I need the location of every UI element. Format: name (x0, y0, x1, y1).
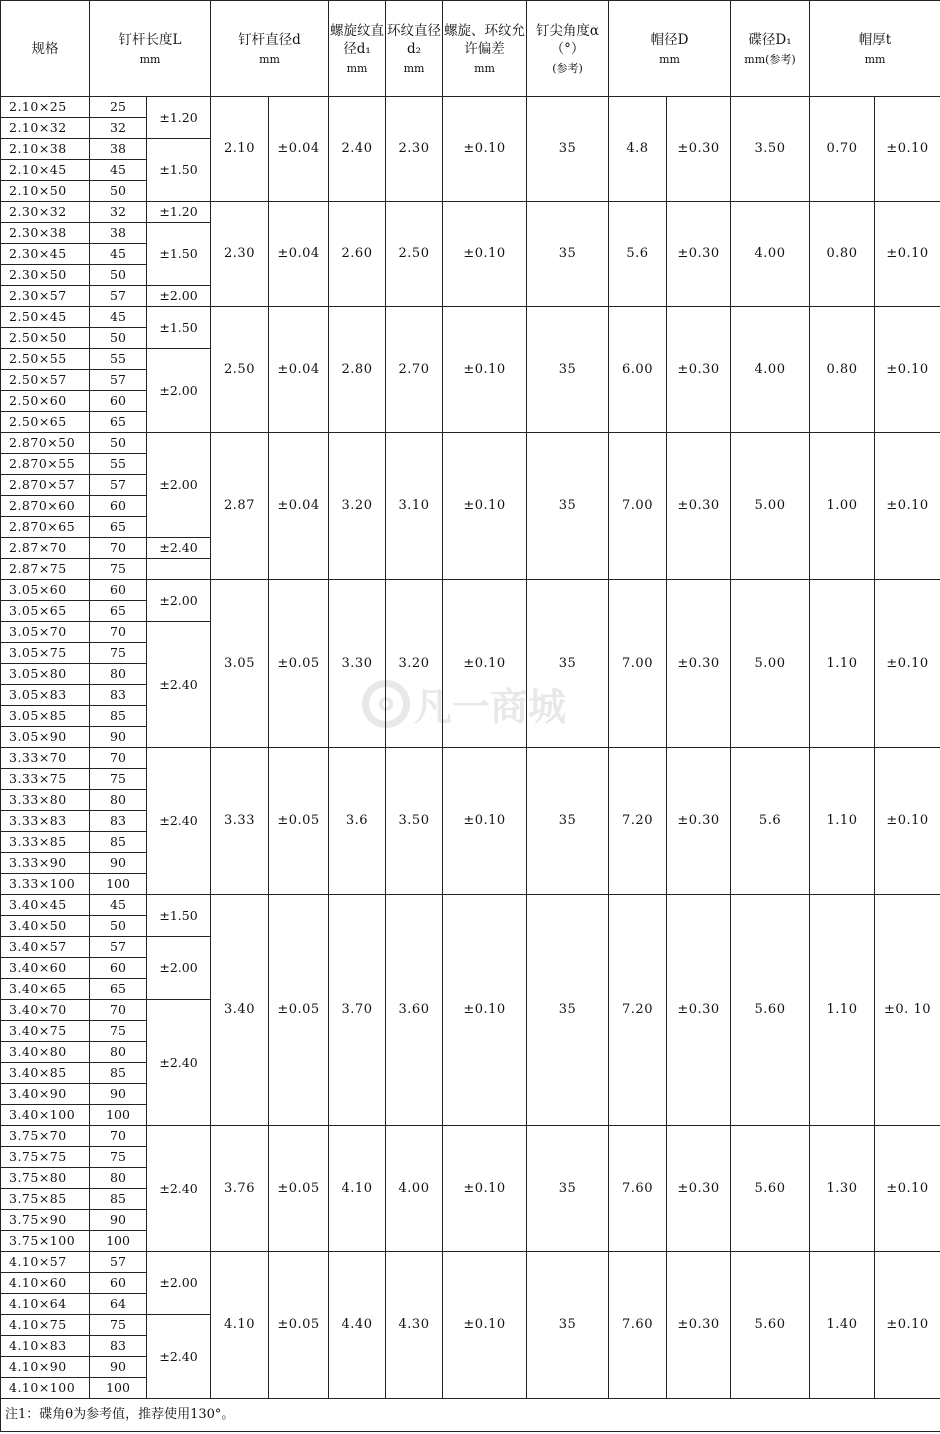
length-cell: 80 (90, 664, 147, 685)
length-cell: 100 (90, 1378, 147, 1399)
length-tolerance-cell (147, 559, 211, 580)
thickness-tolerance-cell: ±0.10 (875, 97, 940, 202)
point-angle-cell: 35 (527, 1126, 609, 1252)
length-cell: 45 (90, 160, 147, 181)
length-tolerance-cell: ±2.40 (147, 1126, 211, 1252)
spec-cell: 3.33×100 (1, 874, 90, 895)
spec-cell: 3.05×90 (1, 727, 90, 748)
head-diameter-cell: 4.8 (609, 97, 667, 202)
length-tolerance-cell: ±2.40 (147, 1000, 211, 1126)
spec-cell: 3.75×70 (1, 1126, 90, 1147)
thread-tolerance-cell: ±0.10 (443, 1252, 527, 1399)
spec-cell: 2.10×38 (1, 139, 90, 160)
spec-cell: 3.05×85 (1, 706, 90, 727)
spec-cell: 2.10×45 (1, 160, 90, 181)
length-cell: 57 (90, 1252, 147, 1273)
spec-cell: 3.40×85 (1, 1063, 90, 1084)
spec-cell: 2.870×55 (1, 454, 90, 475)
length-cell: 50 (90, 916, 147, 937)
thread-tolerance-cell: ±0.10 (443, 895, 527, 1126)
spec-cell: 2.10×32 (1, 118, 90, 139)
thickness-tolerance-cell: ±0.10 (875, 1126, 940, 1252)
head-tolerance-cell: ±0.30 (667, 895, 731, 1126)
spec-cell: 4.10×60 (1, 1273, 90, 1294)
length-cell: 65 (90, 517, 147, 538)
length-cell: 60 (90, 958, 147, 979)
thread-tolerance-cell: ±0.10 (443, 433, 527, 580)
spec-cell: 3.05×75 (1, 643, 90, 664)
head-diameter-cell: 7.00 (609, 433, 667, 580)
ring-diameter-cell: 3.60 (386, 895, 443, 1126)
spec-cell: 3.75×75 (1, 1147, 90, 1168)
spec-cell: 3.75×90 (1, 1210, 90, 1231)
thickness-tolerance-cell: ±0.10 (875, 307, 940, 433)
head-thickness-cell: 0.80 (810, 202, 875, 307)
spec-cell: 2.50×45 (1, 307, 90, 328)
length-cell: 60 (90, 391, 147, 412)
spec-cell: 3.40×100 (1, 1105, 90, 1126)
thread-tolerance-cell: ±0.10 (443, 202, 527, 307)
head-diameter-cell: 7.00 (609, 580, 667, 748)
header-length: 钉杆长度L mm (90, 1, 211, 97)
head-diameter-cell: 7.60 (609, 1252, 667, 1399)
length-cell: 75 (90, 769, 147, 790)
spec-cell: 2.10×50 (1, 181, 90, 202)
length-cell: 60 (90, 496, 147, 517)
spec-cell: 3.40×90 (1, 1084, 90, 1105)
spec-cell: 2.870×65 (1, 517, 90, 538)
thread-tolerance-cell: ±0.10 (443, 97, 527, 202)
spec-cell: 2.30×32 (1, 202, 90, 223)
length-tolerance-cell: ±2.40 (147, 622, 211, 748)
length-cell: 38 (90, 223, 147, 244)
length-cell: 85 (90, 1063, 147, 1084)
spec-cell: 2.30×57 (1, 286, 90, 307)
spec-cell: 3.05×83 (1, 685, 90, 706)
length-cell: 70 (90, 622, 147, 643)
thread-diameter-cell: 4.40 (329, 1252, 386, 1399)
thread-diameter-cell: 3.20 (329, 433, 386, 580)
spec-cell: 3.05×70 (1, 622, 90, 643)
header-thread-tolerance: 螺旋、环纹允许偏差 mm (443, 1, 527, 97)
length-cell: 32 (90, 118, 147, 139)
footnote: 注1：碟角θ为参考值，推荐使用130°。 (1, 1399, 940, 1432)
length-cell: 70 (90, 1126, 147, 1147)
spec-cell: 2.870×57 (1, 475, 90, 496)
spec-cell: 4.10×83 (1, 1336, 90, 1357)
shank-diameter-cell: 4.10 (211, 1252, 269, 1399)
watermark: 凡一商城 (362, 676, 566, 731)
length-cell: 100 (90, 1231, 147, 1252)
length-tolerance-cell: ±1.50 (147, 223, 211, 286)
head-tolerance-cell: ±0.30 (667, 433, 731, 580)
spec-cell: 2.870×50 (1, 433, 90, 454)
spec-cell: 2.87×70 (1, 538, 90, 559)
spec-cell: 2.87×75 (1, 559, 90, 580)
head-thickness-cell: 1.40 (810, 1252, 875, 1399)
ring-diameter-cell: 3.10 (386, 433, 443, 580)
ring-diameter-cell: 3.50 (386, 748, 443, 895)
spec-cell: 3.05×60 (1, 580, 90, 601)
dish-diameter-cell: 5.00 (731, 433, 810, 580)
length-tolerance-cell: ±1.50 (147, 307, 211, 349)
shank-diameter-cell: 3.76 (211, 1126, 269, 1252)
length-cell: 45 (90, 244, 147, 265)
spec-cell: 3.05×80 (1, 664, 90, 685)
length-cell: 32 (90, 202, 147, 223)
length-cell: 45 (90, 895, 147, 916)
length-cell: 90 (90, 1084, 147, 1105)
head-diameter-cell: 5.6 (609, 202, 667, 307)
spec-cell: 2.50×50 (1, 328, 90, 349)
length-cell: 75 (90, 643, 147, 664)
point-angle-cell: 35 (527, 307, 609, 433)
shank-tolerance-cell: ±0.05 (269, 1126, 329, 1252)
length-cell: 25 (90, 97, 147, 118)
length-tolerance-cell: ±2.00 (147, 349, 211, 433)
length-cell: 70 (90, 538, 147, 559)
table-row (1, 748, 940, 769)
point-angle-cell: 35 (527, 895, 609, 1126)
spec-cell: 4.10×75 (1, 1315, 90, 1336)
length-cell: 55 (90, 349, 147, 370)
length-tolerance-cell: ±1.50 (147, 139, 211, 202)
length-tolerance-cell: ±2.00 (147, 286, 211, 307)
length-cell: 50 (90, 433, 147, 454)
point-angle-cell: 35 (527, 748, 609, 895)
shank-diameter-cell: 3.40 (211, 895, 269, 1126)
length-cell: 83 (90, 1336, 147, 1357)
spec-cell: 2.30×50 (1, 265, 90, 286)
point-angle-cell: 35 (527, 433, 609, 580)
header-point-angle: 钉尖角度α（°） (参考) (527, 1, 609, 97)
shank-tolerance-cell: ±0.04 (269, 307, 329, 433)
shank-diameter-cell: 2.50 (211, 307, 269, 433)
table-row (1, 580, 940, 601)
header-dish-diameter: 碟径D₁ mm(参考) (731, 1, 810, 97)
thread-tolerance-cell: ±0.10 (443, 307, 527, 433)
header-ring-diameter: 环纹直径d₂ mm (386, 1, 443, 97)
spec-cell: 4.10×90 (1, 1357, 90, 1378)
head-diameter-cell: 7.20 (609, 748, 667, 895)
shank-diameter-cell: 2.10 (211, 97, 269, 202)
dish-diameter-cell: 4.00 (731, 307, 810, 433)
point-angle-cell: 35 (527, 1252, 609, 1399)
ring-diameter-cell: 2.50 (386, 202, 443, 307)
header-head-thickness: 帽厚t mm (810, 1, 940, 97)
length-cell: 65 (90, 601, 147, 622)
head-tolerance-cell: ±0.30 (667, 748, 731, 895)
ring-diameter-cell: 2.30 (386, 97, 443, 202)
thread-tolerance-cell: ±0.10 (443, 1126, 527, 1252)
head-thickness-cell: 1.10 (810, 895, 875, 1126)
spec-cell: 3.40×70 (1, 1000, 90, 1021)
head-diameter-cell: 7.60 (609, 1126, 667, 1252)
spec-cell: 3.40×60 (1, 958, 90, 979)
ring-diameter-cell: 4.30 (386, 1252, 443, 1399)
head-thickness-cell: 0.70 (810, 97, 875, 202)
length-cell: 70 (90, 748, 147, 769)
length-tolerance-cell: ±2.40 (147, 748, 211, 895)
head-tolerance-cell: ±0.30 (667, 202, 731, 307)
shank-tolerance-cell: ±0.05 (269, 580, 329, 748)
thread-diameter-cell: 2.40 (329, 97, 386, 202)
length-cell: 85 (90, 706, 147, 727)
ring-diameter-cell: 3.20 (386, 580, 443, 748)
length-tolerance-cell: ±2.40 (147, 1315, 211, 1399)
thickness-tolerance-cell: ±0.10 (875, 1252, 940, 1399)
shank-diameter-cell: 2.87 (211, 433, 269, 580)
thread-diameter-cell: 2.60 (329, 202, 386, 307)
length-cell: 45 (90, 307, 147, 328)
head-thickness-cell: 1.00 (810, 433, 875, 580)
spec-cell: 3.40×45 (1, 895, 90, 916)
spec-cell: 2.30×45 (1, 244, 90, 265)
length-cell: 85 (90, 1189, 147, 1210)
table-row (1, 895, 940, 916)
header-spec: 规格 (1, 1, 90, 97)
thickness-tolerance-cell: ±0.10 (875, 433, 940, 580)
thread-diameter-cell: 4.10 (329, 1126, 386, 1252)
length-tolerance-cell: ±2.00 (147, 937, 211, 1000)
dish-diameter-cell: 5.60 (731, 1252, 810, 1399)
length-cell: 90 (90, 1210, 147, 1231)
spec-cell: 2.50×65 (1, 412, 90, 433)
shank-diameter-cell: 3.05 (211, 580, 269, 748)
length-cell: 50 (90, 181, 147, 202)
length-cell: 90 (90, 727, 147, 748)
spec-cell: 3.33×75 (1, 769, 90, 790)
table-row (1, 97, 940, 118)
length-cell: 100 (90, 1105, 147, 1126)
thread-diameter-cell: 3.6 (329, 748, 386, 895)
length-cell: 83 (90, 685, 147, 706)
length-cell: 90 (90, 853, 147, 874)
thickness-tolerance-cell: ±0.10 (875, 580, 940, 748)
thread-diameter-cell: 2.80 (329, 307, 386, 433)
length-cell: 75 (90, 1315, 147, 1336)
length-cell: 57 (90, 286, 147, 307)
length-cell: 57 (90, 370, 147, 391)
length-cell: 64 (90, 1294, 147, 1315)
length-cell: 38 (90, 139, 147, 160)
length-tolerance-cell: ±2.40 (147, 538, 211, 559)
spec-cell: 3.33×85 (1, 832, 90, 853)
length-cell: 50 (90, 328, 147, 349)
spec-cell: 2.30×38 (1, 223, 90, 244)
header-thread-diameter: 螺旋纹直径d₁ mm (329, 1, 386, 97)
shank-diameter-cell: 3.33 (211, 748, 269, 895)
shank-tolerance-cell: ±0.04 (269, 202, 329, 307)
length-cell: 57 (90, 475, 147, 496)
head-thickness-cell: 1.10 (810, 748, 875, 895)
length-cell: 55 (90, 454, 147, 475)
thread-tolerance-cell: ±0.10 (443, 580, 527, 748)
spec-cell: 4.10×64 (1, 1294, 90, 1315)
thread-diameter-cell: 3.70 (329, 895, 386, 1126)
length-tolerance-cell: ±1.20 (147, 97, 211, 139)
point-angle-cell: 35 (527, 580, 609, 748)
spec-cell: 3.40×50 (1, 916, 90, 937)
point-angle-cell: 35 (527, 202, 609, 307)
length-tolerance-cell: ±2.00 (147, 1252, 211, 1315)
dish-diameter-cell: 5.60 (731, 895, 810, 1126)
length-cell: 60 (90, 580, 147, 601)
spec-cell: 3.40×80 (1, 1042, 90, 1063)
ring-diameter-cell: 2.70 (386, 307, 443, 433)
head-tolerance-cell: ±0.30 (667, 1252, 731, 1399)
length-cell: 83 (90, 811, 147, 832)
spec-cell: 3.40×57 (1, 937, 90, 958)
length-cell: 90 (90, 1357, 147, 1378)
length-tolerance-cell: ±1.20 (147, 202, 211, 223)
length-cell: 80 (90, 790, 147, 811)
point-angle-cell: 35 (527, 97, 609, 202)
spec-cell: 3.40×75 (1, 1021, 90, 1042)
length-cell: 80 (90, 1168, 147, 1189)
length-cell: 80 (90, 1042, 147, 1063)
spec-cell: 2.50×60 (1, 391, 90, 412)
table-row (1, 1252, 940, 1273)
spec-cell: 2.50×57 (1, 370, 90, 391)
thickness-tolerance-cell: ±0. 10 (875, 895, 940, 1126)
head-tolerance-cell: ±0.30 (667, 97, 731, 202)
length-cell: 65 (90, 412, 147, 433)
thread-tolerance-cell: ±0.10 (443, 748, 527, 895)
dish-diameter-cell: 4.00 (731, 202, 810, 307)
length-cell: 50 (90, 265, 147, 286)
length-cell: 70 (90, 1000, 147, 1021)
shank-tolerance-cell: ±0.05 (269, 748, 329, 895)
shank-tolerance-cell: ±0.05 (269, 895, 329, 1126)
spec-cell: 2.50×55 (1, 349, 90, 370)
spec-cell: 3.33×83 (1, 811, 90, 832)
length-cell: 75 (90, 1147, 147, 1168)
head-thickness-cell: 1.10 (810, 580, 875, 748)
shank-tolerance-cell: ±0.04 (269, 433, 329, 580)
dish-diameter-cell: 3.50 (731, 97, 810, 202)
table-row (1, 307, 940, 328)
head-thickness-cell: 0.80 (810, 307, 875, 433)
ring-diameter-cell: 4.00 (386, 1126, 443, 1252)
spec-cell: 3.75×80 (1, 1168, 90, 1189)
table-row (1, 202, 940, 223)
length-tolerance-cell: ±2.00 (147, 433, 211, 538)
head-thickness-cell: 1.30 (810, 1126, 875, 1252)
header-head-diameter: 帽径D mm (609, 1, 731, 97)
length-cell: 75 (90, 559, 147, 580)
length-tolerance-cell: ±1.50 (147, 895, 211, 937)
spec-cell: 3.33×70 (1, 748, 90, 769)
length-cell: 75 (90, 1021, 147, 1042)
length-tolerance-cell: ±2.00 (147, 580, 211, 622)
dish-diameter-cell: 5.60 (731, 1126, 810, 1252)
length-cell: 57 (90, 937, 147, 958)
thickness-tolerance-cell: ±0.10 (875, 748, 940, 895)
spec-cell: 4.10×100 (1, 1378, 90, 1399)
note-row (1, 1399, 940, 1432)
shank-diameter-cell: 2.30 (211, 202, 269, 307)
spec-cell: 2.870×60 (1, 496, 90, 517)
thread-diameter-cell: 3.30 (329, 580, 386, 748)
spec-cell: 2.10×25 (1, 97, 90, 118)
table-row (1, 1126, 940, 1147)
dish-diameter-cell: 5.6 (731, 748, 810, 895)
length-cell: 60 (90, 1273, 147, 1294)
head-diameter-cell: 6.00 (609, 307, 667, 433)
spec-cell: 3.75×85 (1, 1189, 90, 1210)
header-shank-diameter: 钉杆直径d mm (211, 1, 329, 97)
spec-cell: 3.33×80 (1, 790, 90, 811)
head-tolerance-cell: ±0.30 (667, 580, 731, 748)
spec-cell: 3.33×90 (1, 853, 90, 874)
head-tolerance-cell: ±0.30 (667, 307, 731, 433)
header-row (1, 1, 940, 97)
length-cell: 100 (90, 874, 147, 895)
shank-tolerance-cell: ±0.05 (269, 1252, 329, 1399)
spec-cell: 3.05×65 (1, 601, 90, 622)
spec-cell: 3.75×100 (1, 1231, 90, 1252)
length-cell: 85 (90, 832, 147, 853)
dish-diameter-cell: 5.00 (731, 580, 810, 748)
head-diameter-cell: 7.20 (609, 895, 667, 1126)
table-row (1, 433, 940, 454)
head-tolerance-cell: ±0.30 (667, 1126, 731, 1252)
spec-cell: 4.10×57 (1, 1252, 90, 1273)
thickness-tolerance-cell: ±0.10 (875, 202, 940, 307)
table-body (1, 97, 940, 1399)
length-cell: 65 (90, 979, 147, 1000)
spec-cell: 3.40×65 (1, 979, 90, 1000)
shank-tolerance-cell: ±0.04 (269, 97, 329, 202)
